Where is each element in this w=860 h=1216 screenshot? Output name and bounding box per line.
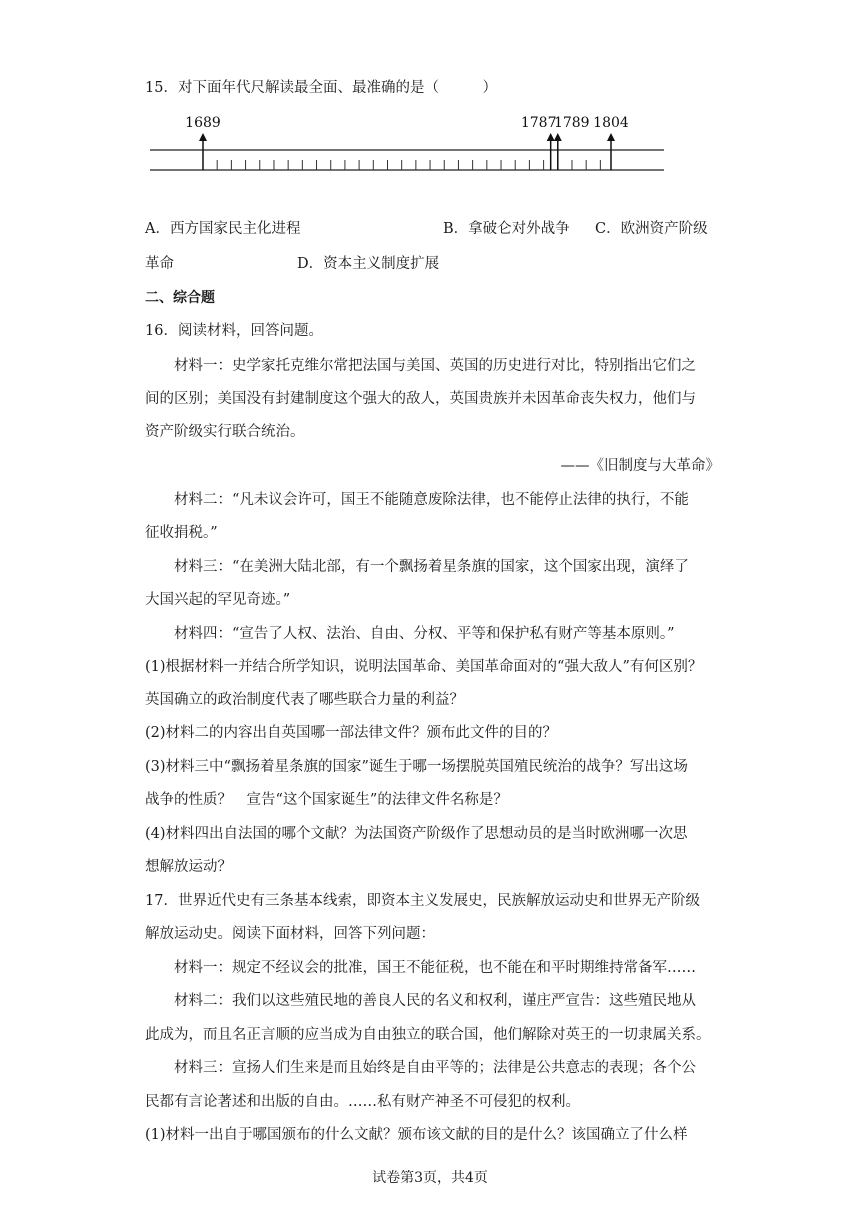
q17-stem-line1: 17．世界近代史有三条基本线索，即资本主义发展史，民族解放运动史和世界无产阶级 <box>145 893 700 909</box>
q16-material1-line3: 资产阶级实行联合统治。 <box>145 424 305 440</box>
option-c-continued: 革命 <box>145 256 174 272</box>
q16-question3-line1: (3)材料三中“飘扬着星条旗的国家”诞生于哪一场摆脱英国殖民统治的战争？写出这场 <box>145 759 688 775</box>
timeline-arrowhead-1789 <box>554 133 562 141</box>
q16-stem: 16．阅读材料，回答问题。 <box>145 323 323 339</box>
option-a[interactable]: A．西方国家民主化进程 <box>145 221 301 237</box>
timeline-label-1689: 1689 <box>185 115 221 131</box>
option-c[interactable]: C．欧洲资产阶级 <box>595 221 708 237</box>
q17-stem-line2: 解放运动史。阅读下面材料，回答下列问题： <box>145 926 435 942</box>
timeline-label-1804: 1804 <box>593 115 629 131</box>
q17-question1-line1: (1)材料一出自于哪国颁布的什么文献？颁布该文献的目的是什么？该国确立了什么样 <box>145 1127 688 1143</box>
option-b[interactable]: B．拿破仑对外战争 <box>443 221 570 237</box>
q16-question4-line2: 想解放运动？ <box>145 859 232 875</box>
q16-material1-source: ——《旧制度与大革命》 <box>560 458 720 474</box>
q15-stem: 15．对下面年代尺解读最全面、最准确的是（ ） <box>145 80 497 96</box>
q16-material1-line2: 间的区别；美国没有封建制度这个强大的敌人，英国贵族并未因革命丧失权力，他们与 <box>145 391 696 407</box>
timeline-label-1789: 1789 <box>553 115 590 131</box>
timeline-ticks <box>217 160 600 170</box>
q16-question2: (2)材料二的内容出自英国哪一部法律文件？颁布此文件的目的？ <box>145 725 558 741</box>
q16-material3-line1: 材料三：“在美洲大陆北部，有一个飘扬着星条旗的国家，这个国家出现，演绎了 <box>174 559 689 575</box>
timeline-arrowhead-1689 <box>199 133 207 141</box>
timeline-ruler <box>140 108 670 188</box>
q16-material3-line2: 大国兴起的罕见奇迹。” <box>145 592 291 608</box>
q17-material1-line1: 材料一：规定不经议会的批准，国王不能征税，也不能在和平时期维持常备军…… <box>174 960 696 976</box>
timeline-axis <box>150 150 664 170</box>
timeline-marks <box>185 115 629 170</box>
q16-material2-line1: 材料二：“凡未议会许可，国王不能随意废除法律，也不能停止法律的执行，不能 <box>174 492 689 508</box>
q16-material1-line1: 材料一：史学家托克维尔常把法国与美国、英国的历史进行对比，特别指出它们之 <box>174 358 696 374</box>
section-title: 二、综合题 <box>145 290 215 306</box>
page-footer: 试卷第3页，共4页 <box>372 1170 488 1186</box>
q16-question1-line2: 英国确立的政治制度代表了哪些联合力量的利益？ <box>145 692 464 708</box>
q16-question4-line1: (4)材料四出自法国的哪个文献？为法国资产阶级作了思想动员的是当时欧洲哪一次思 <box>145 826 688 842</box>
q17-material2-line2: 此成为，而且名正言顺的应当成为自由独立的联合国，他们解除对英王的一切隶属关系。 <box>145 1027 711 1043</box>
q17-material3-line1: 材料三：宣扬人们生来是而且始终是自由平等的；法律是公共意志的表现；各个公 <box>174 1060 696 1076</box>
timeline-arrowhead-1787 <box>547 133 555 141</box>
q16-material2-line2: 征收捐税。” <box>145 525 218 541</box>
q17-material2-line1: 材料二：我们以这些殖民地的善良人民的名义和权利，谨庄严宣告：这些殖民地从 <box>174 993 696 1009</box>
q16-question1-line1: (1)根据材料一并结合所学知识，说明法国革命、美国革命面对的“强大敌人”有何区别？ <box>145 659 703 675</box>
q16-material4-line1: 材料四：“宣告了人权、法治、自由、分权、平等和保护私有财产等基本原则。” <box>174 626 675 642</box>
timeline-label-1787: 1787 <box>520 115 557 131</box>
timeline-arrowhead-1804 <box>607 133 615 141</box>
option-d[interactable]: D．资本主义制度扩展 <box>297 256 440 272</box>
q17-material3-line2: 民都有言论著述和出版的自由。……私有财产神圣不可侵犯的权利。 <box>145 1094 580 1110</box>
q16-question3-line2: 战争的性质？ 宣告“这个国家诞生”的法律文件名称是？ <box>145 792 508 808</box>
